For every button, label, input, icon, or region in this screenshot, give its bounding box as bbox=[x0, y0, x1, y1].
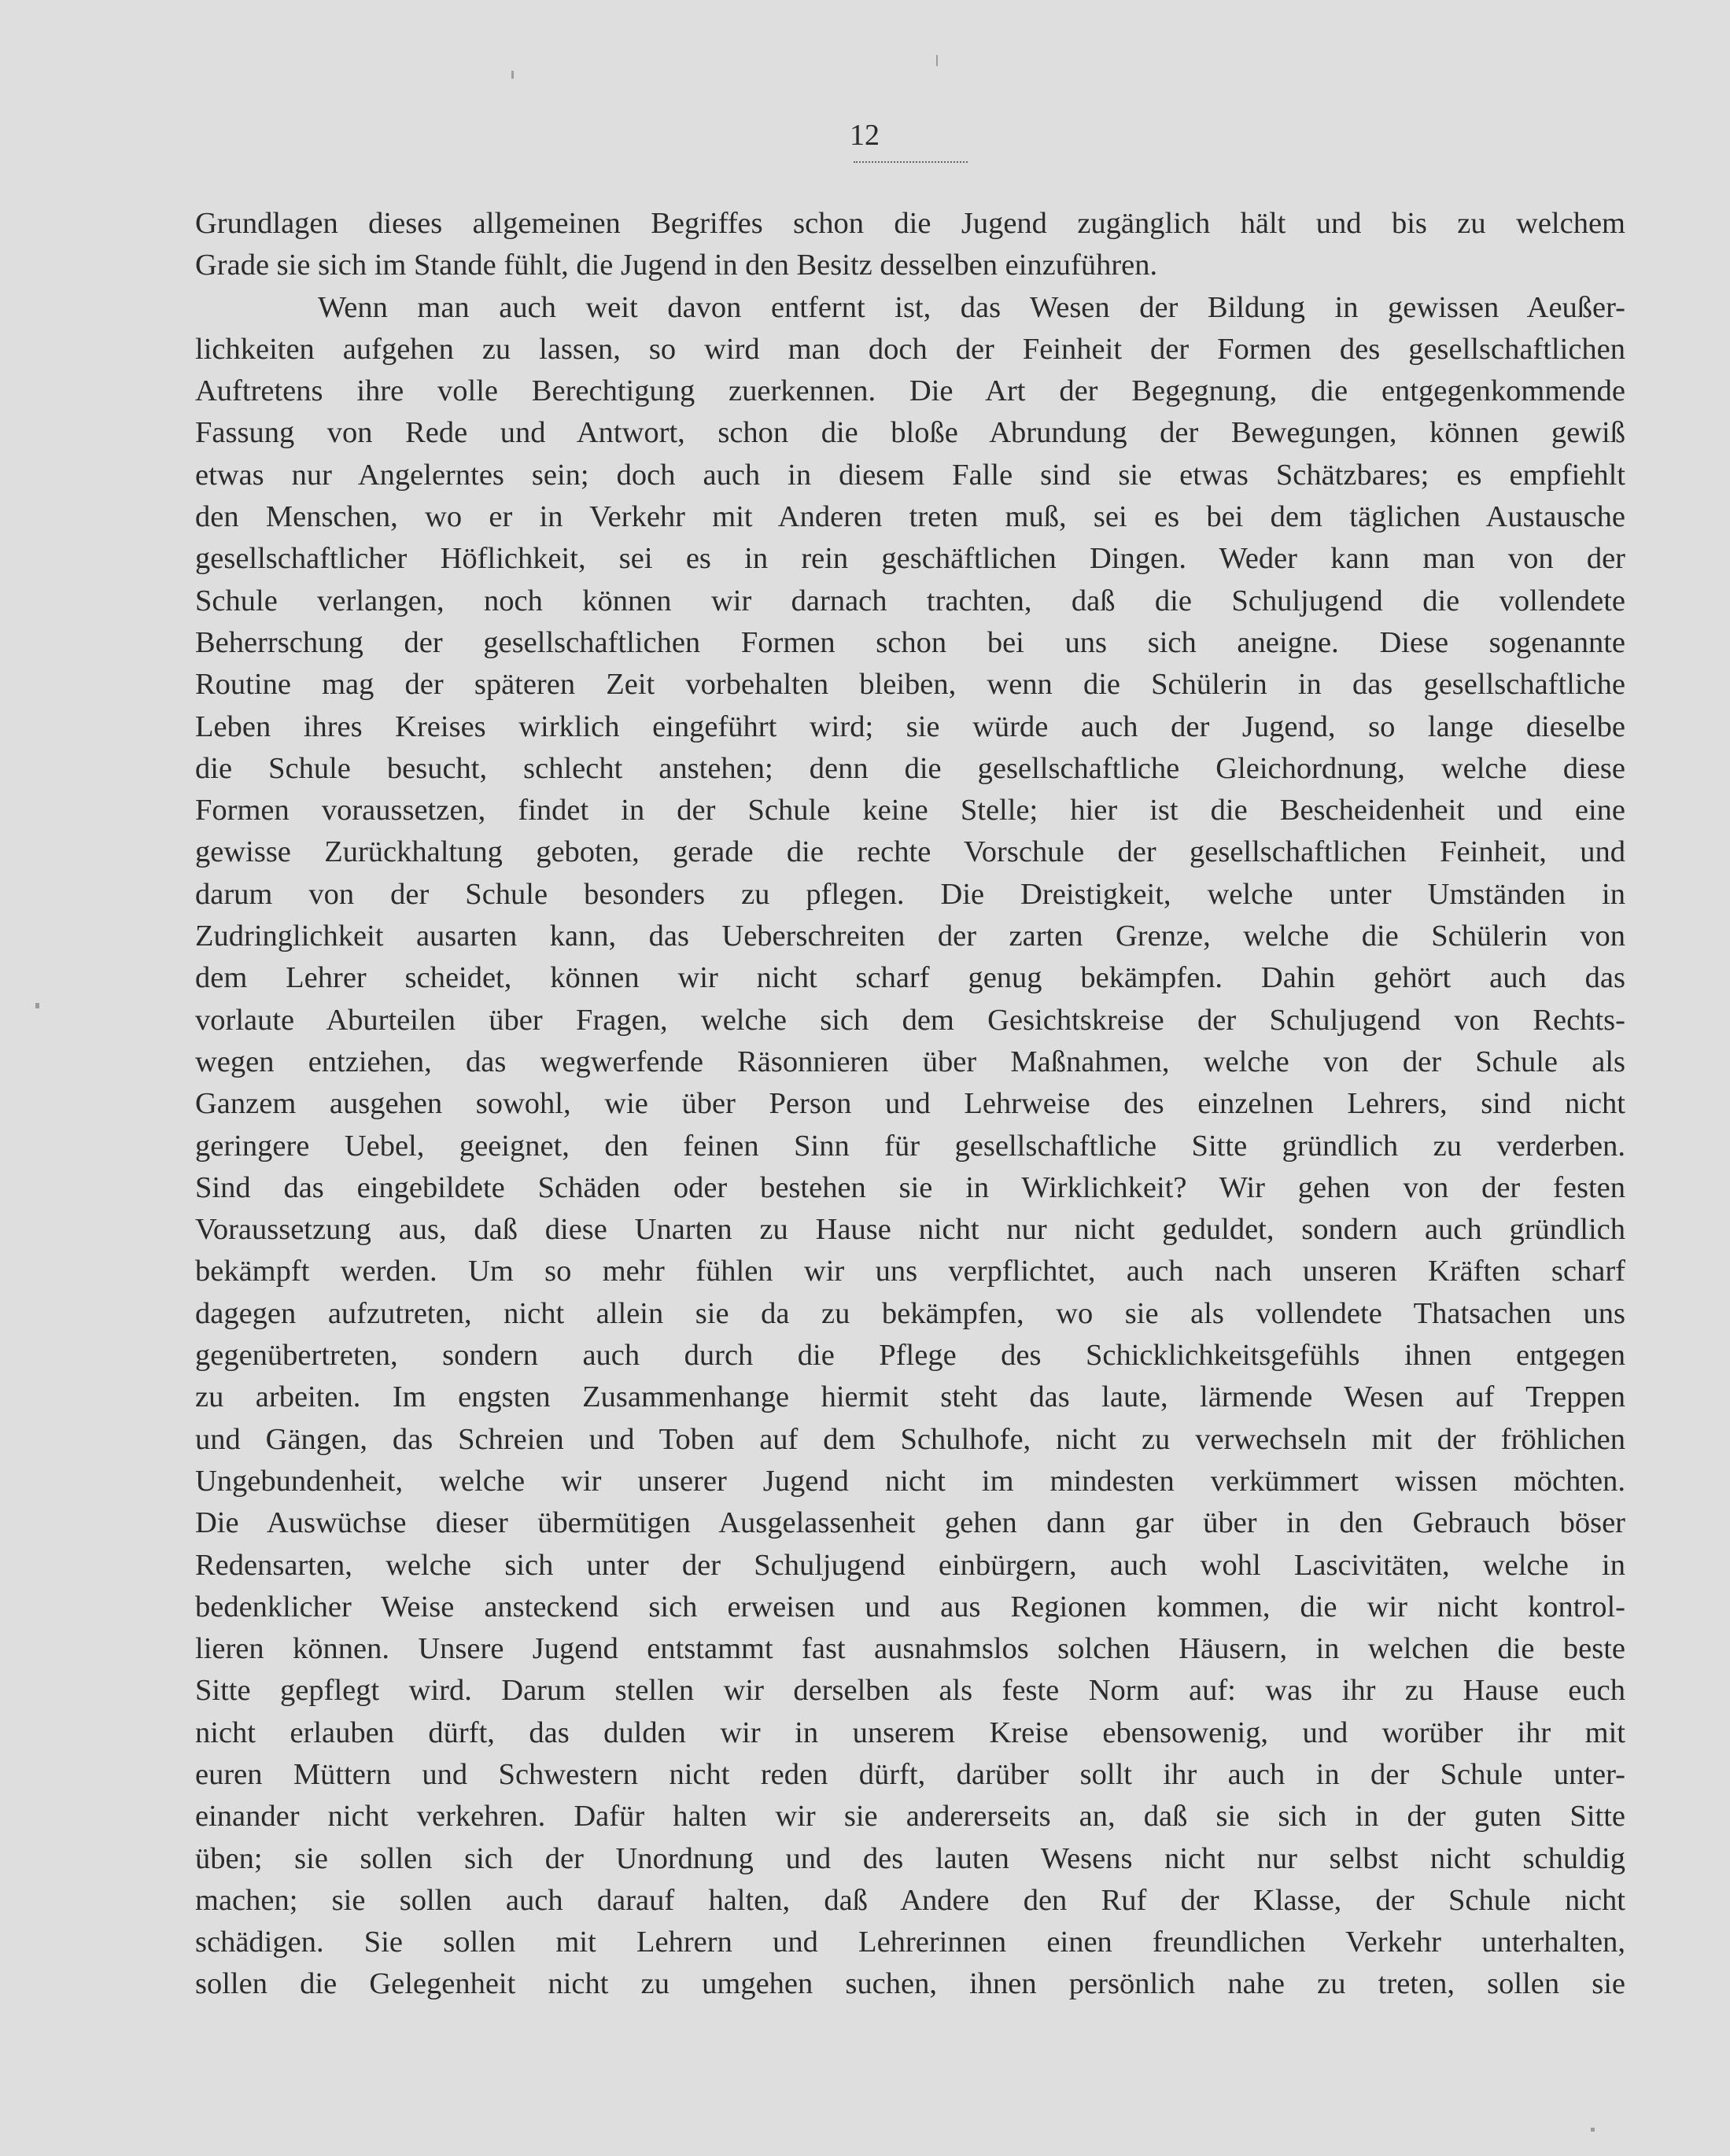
text-line: darum von der Schule besonders zu pflegen. Die Dreistigkeit, welche unter Umständen in bbox=[195, 877, 1625, 911]
text-line: Zudringlichkeit ausarten kann, das Ueberschreiten der zarten Grenze, welche die Schülerin von bbox=[195, 920, 1625, 953]
text-line: Die Auswüchse dieser übermütigen Ausgelassenheit gehen dann gar über in den Gebrauch böser bbox=[195, 1506, 1625, 1540]
text-line: Schule verlangen, noch können wir darnach trachten, daß die Schuljugend die vollendete bbox=[195, 584, 1625, 617]
page-number-rule bbox=[854, 161, 968, 163]
text-line: lieren können. Unsere Jugend entstammt fast ausnahmslos solchen Häusern, in welchen die beste bbox=[195, 1632, 1625, 1666]
text-line: den Menschen, wo er in Verkehr mit Anderen treten muß, sei es bei dem täglichen Austausche bbox=[195, 500, 1625, 534]
text-line: gegenübertreten, sondern auch durch die Pflege des Schicklichkeitsgefühls ihnen entgegen bbox=[195, 1339, 1625, 1373]
text-line: machen; sie sollen auch darauf halten, daß Andere den Ruf der Klasse, der Schule nicht bbox=[195, 1883, 1625, 1917]
text-line: Ganzem ausgehen sowohl, wie über Person und Lehrweise des einzelnen Lehrers, sind nicht bbox=[195, 1087, 1625, 1121]
text-line: Grundlagen dieses allgemeinen Begriffes schon die Jugend zugänglich hält und bis zu welchem bbox=[195, 207, 1625, 240]
text-line: dem Lehrer scheidet, können wir nicht scharf genug bekämpfen. Dahin gehört auch das bbox=[195, 961, 1625, 995]
text-line: wegen entziehen, das wegwerfende Räsonnieren über Maßnahmen, welche von der Schule als bbox=[195, 1045, 1625, 1078]
text-line: Leben ihres Kreises wirklich eingeführt wird; sie würde auch der Jugend, so lange dieselbe bbox=[195, 709, 1625, 743]
text-line: Sitte gepflegt wird. Darum stellen wir derselben als feste Norm auf: was ihr zu Hause euch bbox=[195, 1674, 1625, 1708]
scan-speck bbox=[511, 71, 514, 79]
text-line: lichkeiten aufgehen zu lassen, so wird man doch der Feinheit der Formen des gesellschaftlichen bbox=[195, 332, 1625, 366]
text-line: Routine mag der späteren Zeit vorbehalten bleiben, wenn die Schülerin in das gesellschaftliche bbox=[195, 668, 1625, 702]
text-line: gewisse Zurückhaltung geboten, gerade die rechte Vorschule der gesellschaftlichen Feinheit, und bbox=[195, 835, 1625, 869]
text-line: zu arbeiten. Im engsten Zusammenhange hiermit steht das laute, lärmende Wesen auf Treppen bbox=[195, 1380, 1625, 1414]
text-line: die Schule besucht, schlecht anstehen; denn die gesellschaftliche Gleichordnung, welche diese bbox=[195, 751, 1625, 785]
text-line: bedenklicher Weise ansteckend sich erweisen und aus Regionen kommen, die wir nicht kontrol- bbox=[195, 1590, 1625, 1623]
scan-speck bbox=[936, 55, 938, 66]
text-line: Auftretens ihre volle Berechtigung zuerkennen. Die Art der Begegnung, die entgegenkommende bbox=[195, 374, 1625, 408]
text-line: Grade sie sich im Stande fühlt, die Jugend in den Besitz desselben einzuführen. bbox=[195, 249, 1158, 282]
text-line: Wenn man auch weit davon entfernt ist, das Wesen der Bildung in gewissen Aeußer- bbox=[318, 290, 1625, 324]
text-line: Ungebundenheit, welche wir unserer Jugend nicht im mindesten verkümmert wissen möchten. bbox=[195, 1464, 1625, 1498]
text-line: schädigen. Sie sollen mit Lehrern und Lehrerinnen einen freundlichen Verkehr unterhalten, bbox=[195, 1926, 1625, 1959]
scan-speck bbox=[35, 1003, 39, 1008]
body-text bbox=[195, 203, 1625, 2006]
text-line: Fassung von Rede und Antwort, schon die bloße Abrundung der Bewegungen, können gewiß bbox=[195, 416, 1625, 450]
text-line: vorlaute Aburteilen über Fragen, welche sich dem Gesichtskreise der Schuljugend von Rechts- bbox=[195, 1003, 1625, 1037]
text-line: einander nicht verkehren. Dafür halten wir sie andererseits an, daß sie sich in der guten Sitte bbox=[195, 1800, 1625, 1834]
scan-speck bbox=[1591, 2128, 1595, 2132]
text-line: Sind das eingebildete Schäden oder bestehen sie in Wirklichkeit? Wir gehen von der festen bbox=[195, 1170, 1625, 1204]
text-line: nicht erlauben dürft, das dulden wir in unserem Kreise ebensowenig, und worüber ihr mit bbox=[195, 1716, 1625, 1749]
text-line: dagegen aufzutreten, nicht allein sie da zu bekämpfen, wo sie als vollendete Thatsachen uns bbox=[195, 1296, 1625, 1330]
text-line: gesellschaftlicher Höflichkeit, sei es in rein geschäftlichen Dingen. Weder kann man von der bbox=[195, 542, 1625, 576]
page-number: 12 bbox=[850, 119, 880, 152]
text-line: etwas nur Angelerntes sein; doch auch in diesem Falle sind sie etwas Schätzbares; es empfiehlt bbox=[195, 458, 1625, 492]
text-line: üben; sie sollen sich der Unordnung und des lauten Wesens nicht nur selbst nicht schuldig bbox=[195, 1841, 1625, 1875]
text-line: Voraussetzung aus, daß diese Unarten zu Hause nicht nur nicht geduldet, sondern auch gründlich bbox=[195, 1213, 1625, 1247]
text-line: bekämpft werden. Um so mehr fühlen wir uns verpflichtet, auch nach unseren Kräften scharf bbox=[195, 1255, 1625, 1288]
text-line: und Gängen, das Schreien und Toben auf dem Schulhofe, nicht zu verwechseln mit der fröhlichen bbox=[195, 1422, 1625, 1456]
text-line: sollen die Gelegenheit nicht zu umgehen suchen, ihnen persönlich nahe zu treten, sollen sie bbox=[195, 1967, 1625, 2001]
text-line: euren Müttern und Schwestern nicht reden dürft, darüber sollt ihr auch in der Schule unter- bbox=[195, 1757, 1625, 1791]
text-line: geringere Uebel, geeignet, den feinen Sinn für gesellschaftliche Sitte gründlich zu verderben. bbox=[195, 1129, 1625, 1163]
text-line: Beherrschung der gesellschaftlichen Formen schon bei uns sich aneigne. Diese sogenannte bbox=[195, 625, 1625, 659]
text-line: Formen voraussetzen, findet in der Schule keine Stelle; hier ist die Bescheidenheit und eine bbox=[195, 794, 1625, 827]
text-line: Redensarten, welche sich unter der Schuljugend einbürgern, auch wohl Lascivitäten, welche in bbox=[195, 1548, 1625, 1582]
